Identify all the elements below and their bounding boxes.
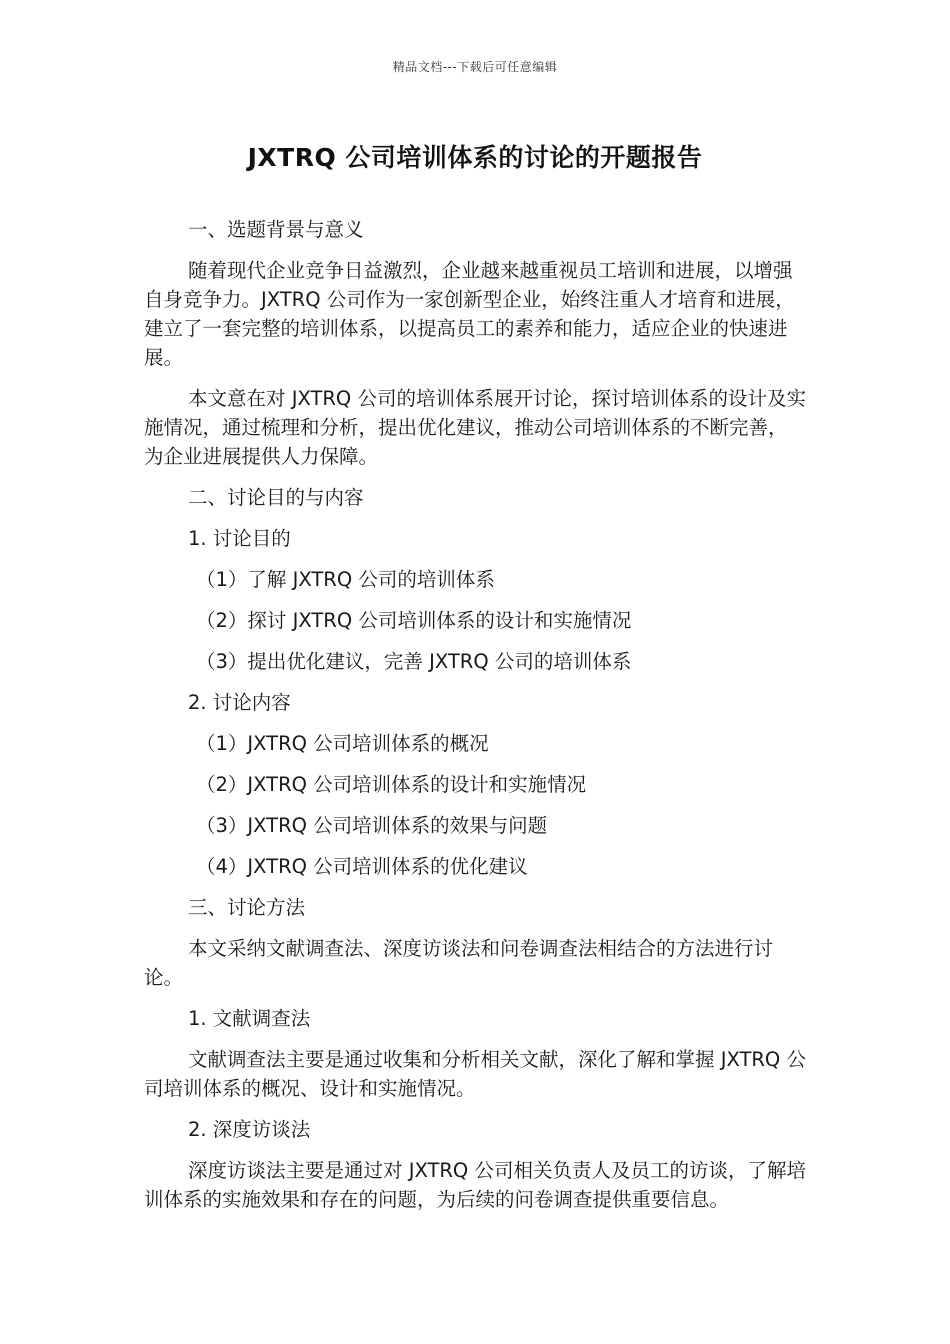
document-body — [144, 215, 806, 1226]
list-item: （2）JXTRQ 公司培训体系的设计和实施情况 — [196, 773, 587, 796]
subheading-interview-method: 2. 深度访谈法 — [188, 1118, 311, 1141]
list-item: （4）JXTRQ 公司培训体系的优化建议 — [196, 855, 528, 878]
paragraph-interview-method: 深度访谈法主要是通过对 JXTRQ 公司相关负责人及员工的访谈，了解培训体系的实施效果和存在的问题，为后续的问卷调查提供重要信息。 — [144, 1159, 806, 1211]
paragraph-literature-method: 文献调查法主要是通过收集和分析相关文献，深化了解和掌握 JXTRQ 公司培训体系的概况、设计和实施情况。 — [144, 1048, 806, 1100]
document-title: JXTRQ 公司培训体系的讨论的开题报告 — [247, 143, 703, 172]
paragraph-methods-intro: 本文采纳文献调查法、深度访谈法和问卷调查法相结合的方法进行讨论。 — [144, 937, 774, 989]
paragraph-background: 随着现代企业竞争日益激烈，企业越来越重视员工培训和进展，以增强自身竞争力。JXTRQ 公司作为一家创新型企业，始终注重人才培育和进展，建立了一套完整的培训体系，以提高员工的素养和能力，适应企业的快速进展。 — [144, 259, 795, 369]
list-item: （2）探讨 JXTRQ 公司培训体系的设计和实施情况 — [196, 609, 632, 632]
paragraph-purpose-statement: 本文意在对 JXTRQ 公司的培训体系展开讨论，探讨培训体系的设计及实施情况，通过梳理和分析，提出优化建议，推动公司培训体系的不断完善，为企业进展提供人力保障。 — [144, 387, 806, 468]
list-item: （1）JXTRQ 公司培训体系的概况 — [196, 732, 489, 755]
list-item: （1）了解 JXTRQ 公司的培训体系 — [196, 568, 495, 591]
section-heading-background: 一、选题背景与意义 — [188, 218, 364, 241]
header-note: 精品文档---下载后可任意编辑 — [392, 60, 558, 74]
list-item: （3）JXTRQ 公司培训体系的效果与问题 — [196, 814, 548, 837]
subheading-content: 2. 讨论内容 — [188, 691, 291, 714]
section-heading-objectives: 二、讨论目的与内容 — [188, 486, 364, 509]
subheading-objectives: 1. 讨论目的 — [188, 527, 291, 550]
subheading-literature-method: 1. 文献调查法 — [188, 1007, 311, 1030]
section-heading-methods: 三、讨论方法 — [188, 896, 306, 919]
list-item: （3）提出优化建议，完善 JXTRQ 公司的培训体系 — [196, 650, 632, 673]
